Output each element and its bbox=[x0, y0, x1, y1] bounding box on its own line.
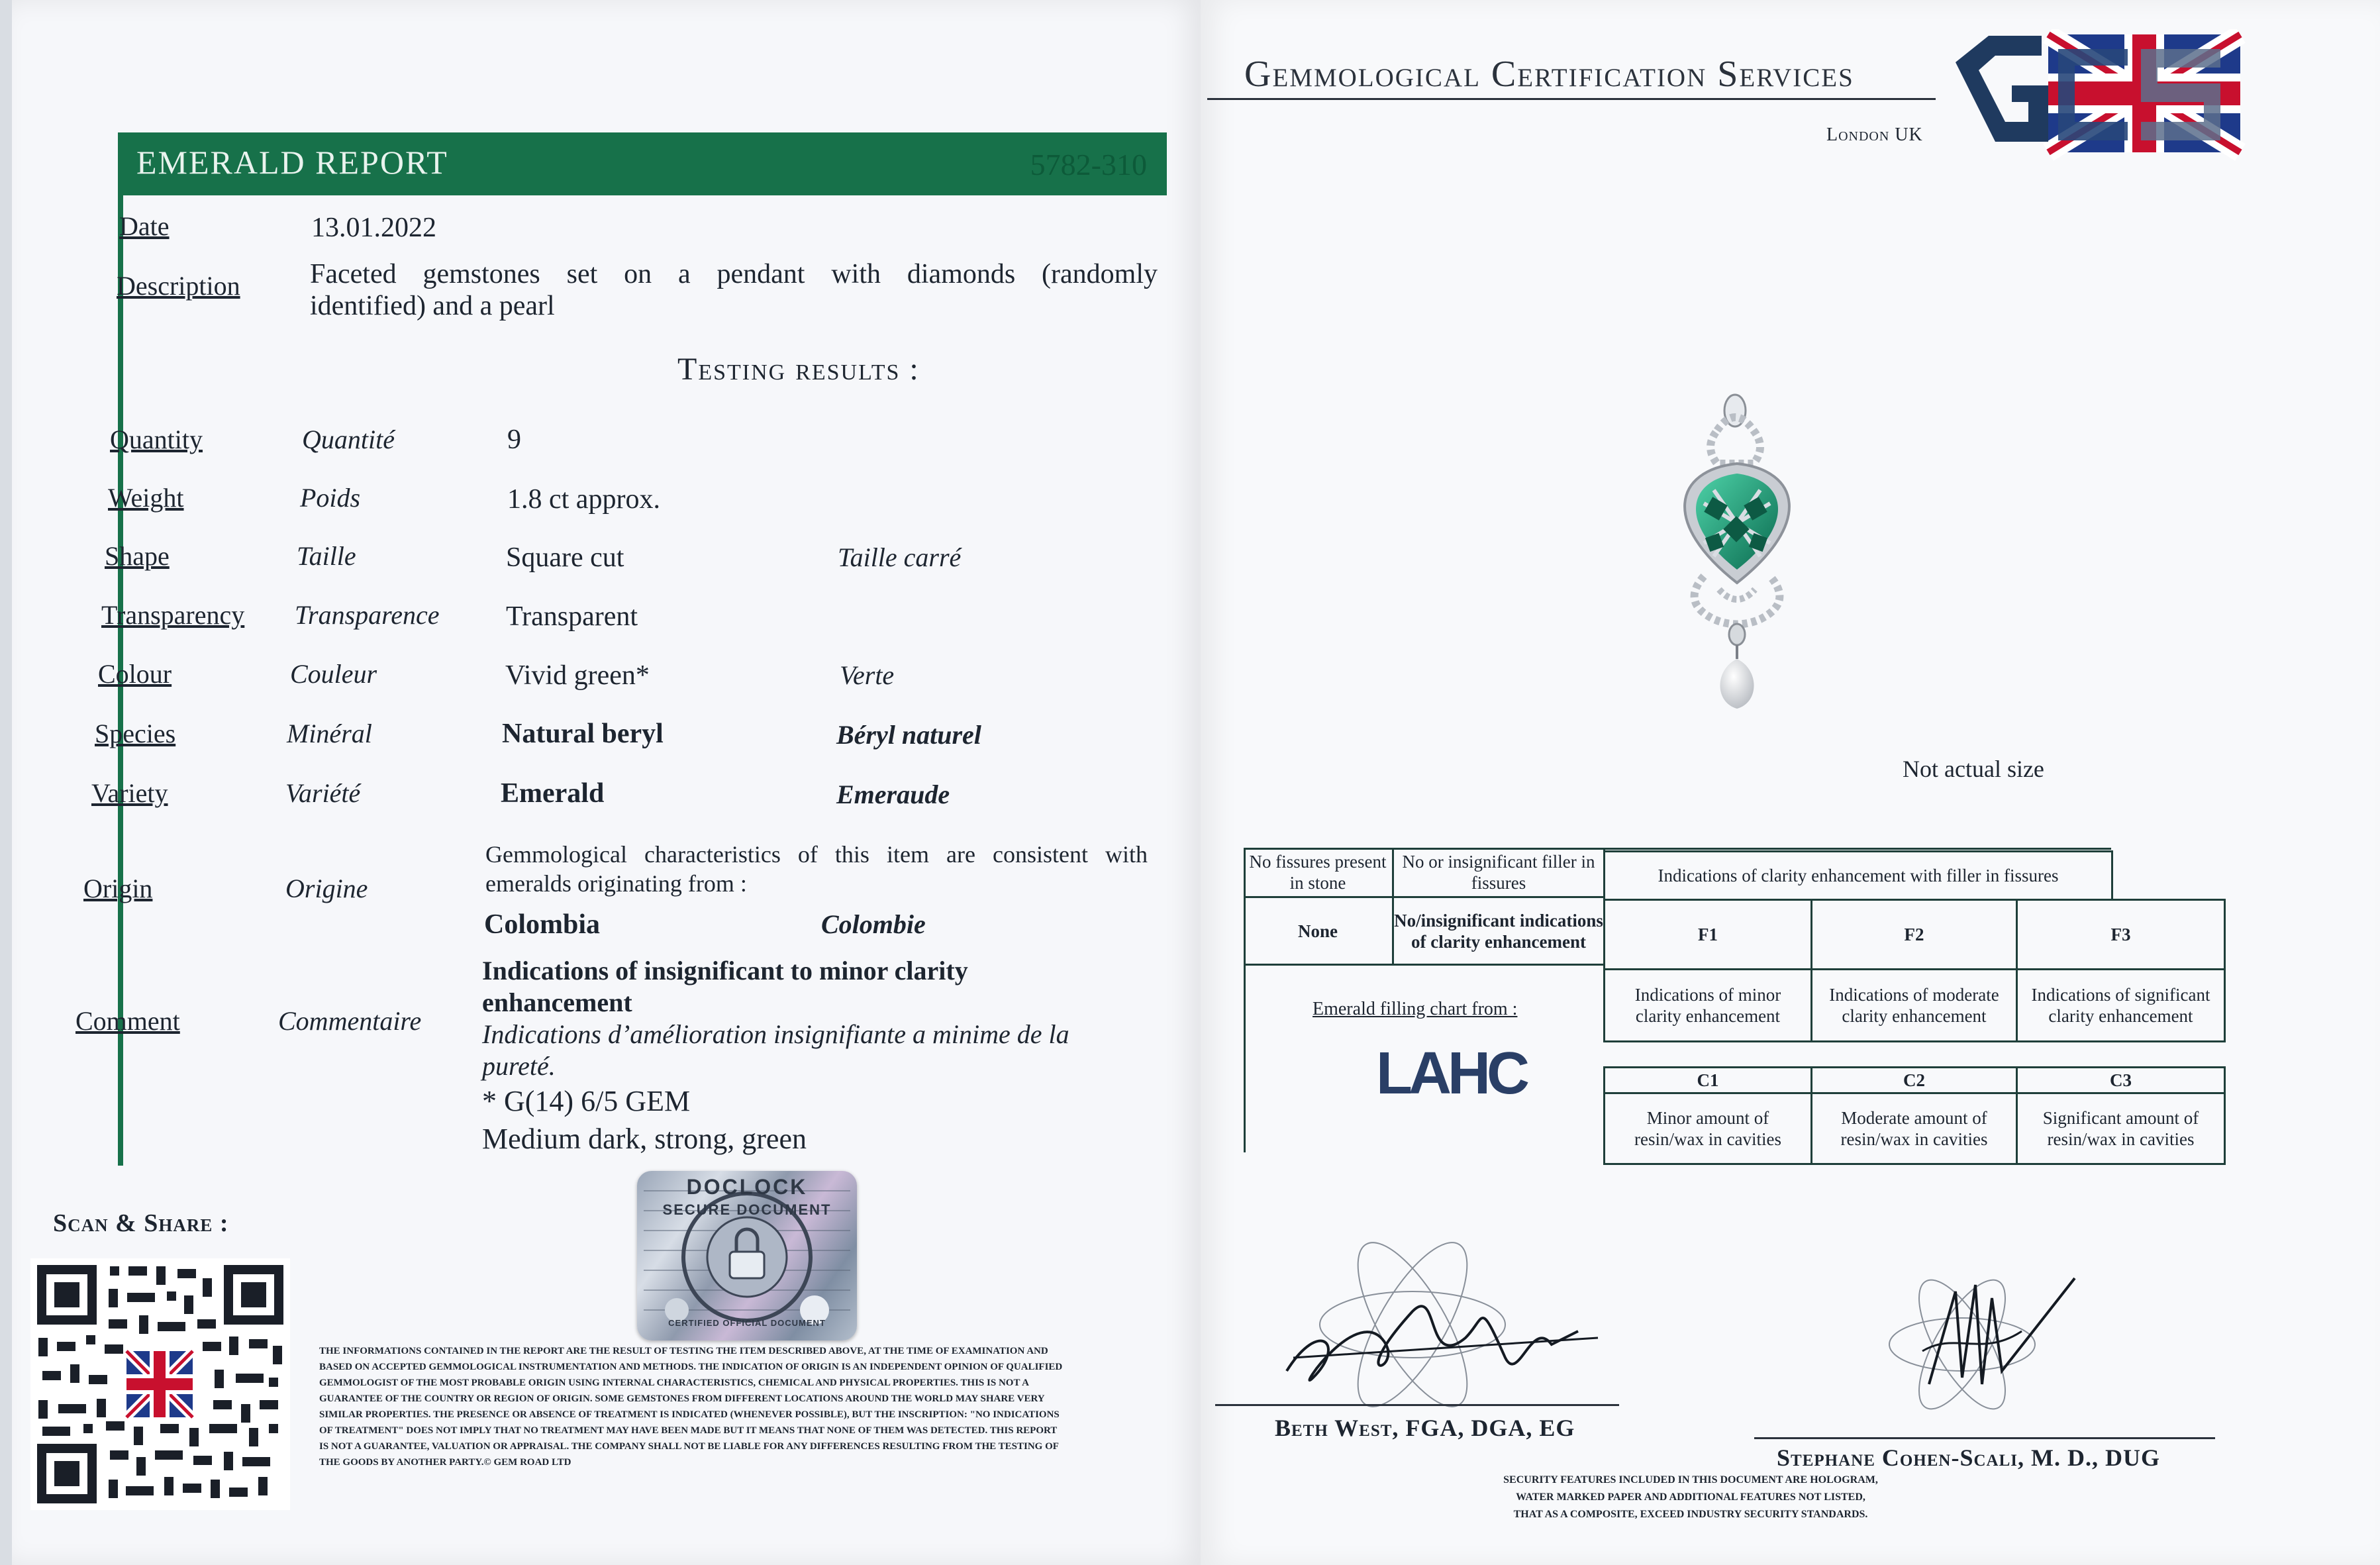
disclaimer-line: GUARANTEE OF THE COUNTRY OR REGION OF ORIGIN. SOME GEMSTONES FROM DIFFERENT LOCATIONS AROUND THE WORLD MAY SHARE VERY bbox=[319, 1393, 1045, 1404]
description-label: Description bbox=[117, 271, 240, 301]
row-value: 9 bbox=[507, 425, 521, 455]
gcs-logo-text bbox=[1956, 29, 1957, 30]
qr-code[interactable] bbox=[30, 1258, 290, 1510]
disclaimer-line: BASED ON ACCEPTED GEMMOLOGICAL INSTRUMENTATION AND METHODS. THE INDICATION OF ORIGIN IS AN INDEPENDENT OPINION OF QUALIFIED bbox=[319, 1362, 1063, 1372]
description-text bbox=[310, 258, 1158, 322]
hologram-seal bbox=[637, 1171, 857, 1340]
row-value-fr: Emeraude bbox=[836, 780, 950, 809]
cell-f3: F3 bbox=[2016, 899, 2226, 970]
col-head-no-fissures: No fissures present in stone bbox=[1244, 848, 1394, 898]
origin-line-2: emeralds originating from : bbox=[485, 870, 747, 897]
lab-logo: LAHC bbox=[1376, 1040, 1526, 1107]
signature-line-2 bbox=[1754, 1437, 2215, 1439]
scan-share-label: Scan & Share : bbox=[53, 1209, 229, 1237]
hologram-footer: CERTIFIED OFFICIAL DOCUMENT bbox=[668, 1318, 826, 1328]
security-note bbox=[1485, 1472, 1896, 1523]
disclaimer-line: SIMILAR PROPERTIES. THE PRESENCE OR ABSENCE OF TREATMENT IS INDICATED (WHENEVER POSSIBLE), BUT THE INSCRIPTION: "NO INDICATIONS bbox=[319, 1409, 1060, 1420]
qr-code-graphic bbox=[30, 1258, 290, 1510]
origin-line-1: Gemmological characteristics of this item are consistent with bbox=[485, 841, 1148, 868]
row-value: Vivid green* bbox=[505, 660, 650, 691]
origin-value: Colombia bbox=[484, 909, 601, 940]
row-value: Natural beryl bbox=[502, 719, 664, 749]
signatory-2-name: Stephane Cohen-Scali, M. D., DUG bbox=[1777, 1444, 2160, 1471]
comment-label: Comment bbox=[75, 1006, 180, 1036]
gcs-logo-graphic bbox=[1942, 29, 2247, 162]
cell-f1: F1 bbox=[1603, 899, 1812, 970]
cell-c2-desc: Moderate amount of resin/wax in cavities bbox=[1810, 1092, 2018, 1165]
hologram-brand: DOCLOCK bbox=[686, 1175, 808, 1199]
origin-label: Origin bbox=[83, 874, 153, 903]
comment-label-fr: Commentaire bbox=[278, 1006, 422, 1036]
date-label: Date bbox=[119, 211, 170, 241]
origin-value-fr: Colombie bbox=[821, 909, 926, 939]
row-label-fr: Minéral bbox=[287, 719, 372, 748]
results-table bbox=[12, 424, 1191, 821]
origin-text bbox=[485, 840, 1148, 898]
pendant-graphic bbox=[1641, 391, 1833, 722]
cell-f1-desc: Indications of minor clarity enhancement bbox=[1603, 968, 1812, 1042]
col-head-group: Indications of clarity enhancement with filler in fissures bbox=[1603, 850, 2113, 901]
row-label: Quantity bbox=[110, 425, 203, 454]
date-value: 13.01.2022 bbox=[311, 213, 436, 243]
row-label: Colour bbox=[98, 659, 172, 689]
cell-f2: F2 bbox=[1810, 899, 2018, 970]
comment-line-1: Indications of insignificant to minor clarity bbox=[482, 956, 968, 985]
row-value: Emerald bbox=[501, 778, 605, 809]
clarity-chart bbox=[1244, 848, 2210, 1192]
cell-c1-desc: Minor amount of resin/wax in cavities bbox=[1603, 1092, 1812, 1165]
disclaimer-line: THE GOODS BY ANOTHER PARTY.© GEM ROAD LTD bbox=[319, 1457, 571, 1468]
row-label: Weight bbox=[108, 483, 184, 513]
chart-source-label: Emerald filling chart from : bbox=[1313, 999, 1518, 1019]
disclaimer-line: THE INFORMATIONS CONTAINED IN THE REPORT ARE THE RESULT OF TESTING THE ITEM DESCRIBED ABOVE, AT THE TIME OF EXAMINATION AND bbox=[319, 1346, 1048, 1356]
testing-results-heading: Testing results : bbox=[677, 352, 920, 387]
comment-grade: * G(14) 6/5 GEM bbox=[482, 1085, 691, 1117]
row-value-fr: Taille carré bbox=[838, 542, 962, 572]
pendant-image bbox=[1641, 391, 1833, 722]
comment-tone: Medium dark, strong, green bbox=[482, 1123, 807, 1155]
disclaimer-line: OF TREATMENT" DOES NOT IMPLY THAT NO TREATMENT MAY HAVE BEEN MADE BUT IT MEANS THAT NONE OF THEM WAS DETECTED. THIS REPORT bbox=[319, 1425, 1058, 1436]
row-value: Transparent bbox=[506, 601, 638, 632]
col-head-no-filler: No or insignificant filler in fissures bbox=[1392, 848, 1605, 898]
description-line-2: identified) and a pearl bbox=[310, 291, 555, 321]
cell-c1: C1 bbox=[1603, 1066, 1812, 1094]
cell-none-desc: No/insignificant indications of clarity enhancement bbox=[1392, 896, 1605, 966]
image-caption: Not actual size bbox=[1903, 756, 2044, 782]
disclaimer bbox=[319, 1343, 1140, 1470]
security-note-line: SECURITY FEATURES INCLUDED IN THIS DOCUMENT ARE HOLOGRAM, bbox=[1503, 1474, 1878, 1486]
right-page bbox=[1201, 0, 2380, 1565]
comment-fr-line-2: pureté. bbox=[482, 1051, 556, 1081]
gcs-logo bbox=[1942, 29, 2247, 162]
report-number: 5782-310 bbox=[1030, 148, 1147, 181]
disclaimer-line: IS NOT A GUARANTEE, VALUATION OR APPRAISAL. THE COMPANY SHALL NOT BE LIABLE FOR ANY DIFFERENCES RESULTING FROM THE TESTING OF bbox=[319, 1441, 1059, 1452]
cell-c3: C3 bbox=[2016, 1066, 2226, 1094]
cell-none: None bbox=[1244, 896, 1394, 966]
row-value-fr: Béryl naturel bbox=[836, 720, 981, 750]
org-location: London UK bbox=[1826, 125, 1923, 145]
row-label-fr: Poids bbox=[300, 483, 361, 513]
comment-line-2: enhancement bbox=[482, 987, 632, 1017]
cell-f2-desc: Indications of moderate clarity enhancement bbox=[1810, 968, 2018, 1042]
hologram-subtitle: SECURE DOCUMENT bbox=[662, 1201, 832, 1218]
report-title: EMERALD REPORT bbox=[136, 144, 448, 181]
row-label: Species bbox=[95, 719, 176, 748]
report-header-bar bbox=[118, 132, 1167, 195]
signature-graphic bbox=[1267, 1238, 1611, 1417]
org-name: Gemmological Certification Services bbox=[1244, 54, 1854, 95]
row-value: Square cut bbox=[506, 542, 624, 573]
row-value: 1.8 ct approx. bbox=[507, 484, 660, 515]
disclaimer-line: GEMMOLOGIST OF THE MOST PROBABLE ORIGIN USING INTERNAL CHARACTERISTICS, CHEMICAL AND PHYSICAL PROPERTIES. THIS IS NOT A bbox=[319, 1378, 1029, 1388]
cell-f3-desc: Indications of significant clarity enhancement bbox=[2016, 968, 2226, 1042]
qr-flag-badge bbox=[126, 1351, 193, 1417]
org-underline bbox=[1207, 98, 1936, 100]
row-label-fr: Couleur bbox=[290, 659, 377, 689]
origin-label-fr: Origine bbox=[285, 874, 368, 903]
row-label-fr: Taille bbox=[297, 541, 356, 571]
signature-line-1 bbox=[1215, 1404, 1619, 1406]
cell-c2: C2 bbox=[1810, 1066, 2018, 1094]
security-note-line: THAT AS A COMPOSITE, EXCEED INDUSTRY SECURITY STANDARDS. bbox=[1513, 1509, 1868, 1520]
cell-c3-desc: Significant amount of resin/wax in cavities bbox=[2016, 1092, 2226, 1165]
row-label: Transparency bbox=[101, 600, 245, 630]
row-label-fr: Variété bbox=[285, 778, 361, 808]
row-label-fr: Quantité bbox=[302, 425, 395, 454]
signature-beth-west bbox=[1267, 1238, 1611, 1417]
signature-cohen-scali bbox=[1876, 1252, 2088, 1424]
row-label: Shape bbox=[105, 541, 170, 571]
row-value-fr: Verte bbox=[840, 660, 895, 690]
description-line-1: Faceted gemstones set on a pendant with diamonds (randomly bbox=[310, 259, 1158, 289]
row-label: Variety bbox=[91, 778, 168, 808]
comment-fr-line-1: Indications d’amélioration insignifiante a minime de la bbox=[482, 1019, 1069, 1049]
signatory-1-name: Beth West, FGA, DGA, EG bbox=[1275, 1415, 1575, 1441]
comment-text bbox=[482, 955, 1177, 1158]
row-label-fr: Transparence bbox=[295, 600, 440, 630]
left-page bbox=[12, 0, 1201, 1565]
security-note-line: WATER MARKED PAPER AND ADDITIONAL FEATURES NOT LISTED, bbox=[1516, 1491, 1865, 1503]
signature-graphic bbox=[1876, 1252, 2088, 1424]
